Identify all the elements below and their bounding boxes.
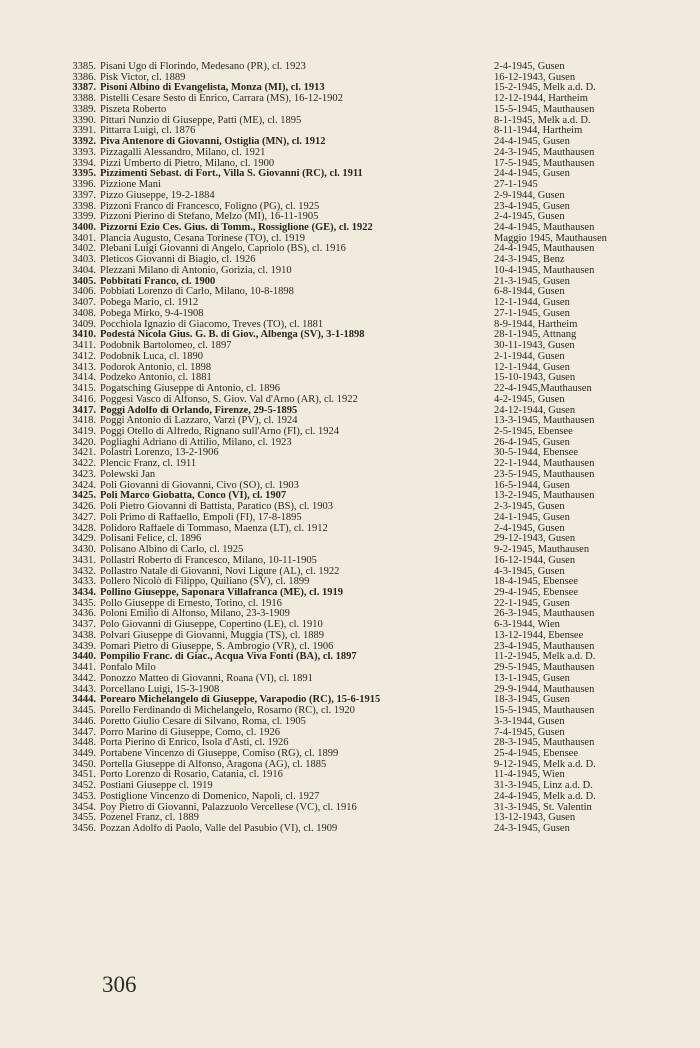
entry-number: 3418.: [72, 415, 96, 427]
entry-name: Piszeta Roberto: [100, 104, 167, 115]
entry-list: [0, 62, 700, 835]
entry-fate: 6-3-1944, Wien: [494, 620, 560, 631]
list-item: [0, 255, 700, 266]
list-item: [0, 223, 700, 234]
entry-fate: 2-4-1945, Gusen: [494, 212, 565, 223]
entry-name: Pobbiati Lorenzo di Carlo, Milano, 10-8-1898: [100, 287, 294, 298]
list-item: [0, 534, 700, 545]
entry-fate: 30-5-1944, Ebensee: [494, 448, 578, 459]
entry-number: 3414.: [72, 372, 96, 384]
entry-number: 3389.: [72, 103, 96, 115]
entry-number: 3397.: [72, 189, 96, 201]
list-item: [0, 685, 700, 696]
list-item: [0, 116, 700, 127]
entry-number: 3391.: [72, 125, 96, 137]
entry-fate: 22-1-1945, Gusen: [494, 598, 570, 609]
entry-fate: 2-3-1945, Gusen: [494, 502, 565, 513]
entry-number: 3406.: [72, 286, 96, 298]
entry-number: 3387.: [72, 82, 96, 94]
entry-fate: 25-4-1945, Ebensee: [494, 749, 578, 759]
entry-name: Porta Pierino di Enrico, Isola d'Asti, cl. 1926: [100, 738, 289, 749]
list-item: [0, 105, 700, 116]
list-item: [0, 62, 700, 73]
entry-name: Pogatsching Giuseppe di Antonio, cl. 1896: [100, 384, 280, 395]
entry-name: Poy Pietro di Giovanni, Palazzuolo Vercellese (VC), cl. 1916: [100, 802, 357, 813]
entry-number: 3444.: [72, 694, 96, 706]
entry-name: Podestà Nicola Gius. G. B. di Giov., Albenga (SV), 3-1-1898: [100, 330, 365, 341]
entry-number: 3440.: [72, 651, 96, 663]
entry-number: 3445.: [72, 705, 96, 717]
entry-fate: 18-4-1945, Ebensee: [494, 577, 578, 588]
entry-fate: 16-12-1943, Gusen: [494, 72, 576, 83]
entry-number: 3401.: [72, 232, 96, 244]
entry-name: Ponozzo Matteo di Giovanni, Roana (VI), cl. 1891: [100, 673, 313, 684]
list-item: [0, 717, 700, 728]
entry-fate: 22-1-1944, Mauthausen: [494, 459, 595, 470]
entry-name: Porcellano Luigi, 15-3-1908: [100, 684, 220, 695]
entry-name: Poggesi Vasco di Alfonso, S. Giov. Val d'Arno (AR), cl. 1922: [100, 394, 358, 405]
list-item: [0, 513, 700, 524]
list-item: [0, 406, 700, 417]
entry-number: 3442.: [72, 672, 96, 684]
entry-name: Pizzorni Ezio Ces. Gius. di Tomm., Rossiglione (GE), cl. 1922: [100, 223, 373, 234]
list-item: [0, 94, 700, 105]
entry-name: Postiani Giuseppe cl. 1919: [100, 781, 213, 792]
entry-fate: 8-1-1945, Melk a.d. D.: [494, 115, 591, 126]
entry-name: Poli Marco Giobatta, Conco (VI), cl. 1907: [100, 491, 287, 502]
list-item: [0, 556, 700, 567]
entry-name: Pobega Mirko, 9-4-1908: [100, 308, 204, 319]
entry-name: Polastri Lorenzo, 13-2-1906: [100, 448, 219, 459]
entry-name: Poggi Antonio di Lazzaro, Varzi (PV), cl. 1924: [100, 416, 298, 427]
list-item: [0, 330, 700, 341]
entry-name: Pobega Mario, cl. 1912: [100, 298, 199, 309]
entry-name: Porro Marino di Giuseppe, Como, cl. 1926: [100, 727, 280, 738]
list-item: [0, 180, 700, 191]
entry-fate: 12-12-1944, Hartheim: [494, 94, 588, 105]
entry-name: Podorok Antonio, cl. 1898: [100, 362, 212, 373]
entry-name: Podobnik Bartolomeo, cl. 1897: [100, 341, 232, 352]
list-item: [0, 169, 700, 180]
entry-fate: 9-2-1945, Mauthausen: [494, 545, 590, 556]
entry-number: 3409.: [72, 318, 96, 330]
entry-fate: 29-9-1944, Mauthausen: [494, 684, 595, 695]
entry-fate: 9-12-1945, Melk a.d. D.: [494, 759, 596, 770]
entry-name: Pizzimenti Sebast. di Fort., Villa S. Giovanni (RC), cl. 1911: [100, 169, 363, 180]
list-item: [0, 599, 700, 610]
entry-name: Polisani Felice, cl. 1896: [100, 534, 202, 545]
entry-fate: 2-4-1945, Gusen: [494, 523, 565, 534]
entry-number: 3396.: [72, 179, 96, 191]
entry-number: 3393.: [72, 146, 96, 158]
list-item: [0, 384, 700, 395]
entry-name: Poli Pietro Giovanni di Battista, Paratico (BS), cl. 1903: [100, 502, 334, 513]
entry-name: Ponfalo Milo: [100, 663, 156, 674]
entry-name: Porearo Michelangelo di Giuseppe, Varapodio (RC), 15-6-1915: [100, 695, 381, 706]
list-item: [0, 459, 700, 470]
list-item: [0, 695, 700, 706]
list-item: [0, 277, 700, 288]
entry-fate: 24-3-1945, Gusen: [494, 824, 570, 835]
entry-name: Plencic Franz, cl. 1911: [100, 459, 197, 470]
entry-fate: 28-3-1945, Mauthausen: [494, 738, 595, 749]
entry-name: Pompilio Franc. di Giac., Acqua Viva Fonti (BA), cl. 1897: [100, 652, 357, 663]
entry-number: 3394.: [72, 157, 96, 169]
list-item: [0, 620, 700, 631]
entry-fate: Maggio 1945, Mauthausen: [494, 233, 607, 244]
entry-fate: 15-5-1945, Mauthausen: [494, 706, 595, 717]
list-item: [0, 341, 700, 352]
entry-fate: 24-4-1945, Mauthausen: [494, 223, 595, 234]
entry-name: Polisano Albino di Carlo, cl. 1925: [100, 545, 244, 556]
list-item: [0, 298, 700, 309]
entry-name: Pomari Pietro di Giuseppe, S. Ambrogio (VR), cl. 1906: [100, 641, 334, 652]
entry-name: Poli Giovanni di Giovanni, Civo (SO), cl. 1903: [100, 480, 299, 491]
entry-name: Polewski Jan: [100, 469, 156, 480]
entry-fate: 13-12-1944, Ebensee: [494, 630, 584, 641]
entry-number: 3448.: [72, 737, 96, 749]
entry-number: 3439.: [72, 640, 96, 652]
entry-name: Polidoro Raffaele di Tommaso, Maenza (LT), cl. 1912: [100, 523, 328, 534]
entry-name: Pozenel Franz, cl. 1889: [100, 813, 199, 824]
entry-name: Pizzo Giuseppe, 19-2-1884: [100, 190, 215, 201]
entry-fate: 15-5-1945, Mauthausen: [494, 104, 595, 115]
entry-fate: 29-5-1945, Mauthausen: [494, 663, 595, 674]
entry-fate: 3-3-1944, Gusen: [494, 716, 565, 727]
list-item: [0, 631, 700, 642]
list-item: [0, 395, 700, 406]
list-item: [0, 137, 700, 148]
entry-name: Pozzan Adolfo di Paolo, Valle del Pasubio (VI), cl. 1909: [100, 824, 338, 835]
list-item: [0, 770, 700, 781]
entry-fate: 15-2-1945, Melk a.d. D.: [494, 83, 596, 94]
list-item: [0, 438, 700, 449]
entry-name: Pogliaghi Adriano di Attilio, Milano, cl. 1923: [100, 437, 292, 448]
entry-number: 3407.: [72, 297, 96, 309]
list-item: [0, 663, 700, 674]
entry-fate: 2-5-1945, Ebensee: [494, 426, 573, 437]
entry-fate: 26-3-1945, Mauthausen: [494, 609, 595, 620]
entry-name: Poggi Adolfo di Orlando, Firenze, 29-5-1895: [100, 405, 298, 416]
entry-fate: 6-8-1944, Gusen: [494, 287, 565, 298]
entry-fate: 24-12-1944, Gusen: [494, 405, 576, 416]
list-item: [0, 191, 700, 202]
list-item: [0, 126, 700, 137]
entry-name: Poli Primo di Raffaello, Empoli (FI), 17-8-1895: [100, 512, 302, 523]
entry-number: 3417.: [72, 404, 96, 416]
entry-fate: 24-3-1945, Mauthausen: [494, 147, 595, 158]
entry-fate: 8-9-1944, Hartheim: [494, 319, 578, 330]
entry-name: Poggi Otello di Alfredo, Rignano sull'Arno (FI), cl. 1924: [100, 426, 339, 437]
entry-fate: 7-4-1945, Gusen: [494, 727, 565, 738]
entry-name: Pistelli Cesare Sesto di Enrico, Carrara (MS), 16-12-1902: [100, 94, 343, 105]
entry-number: 3431.: [72, 554, 96, 566]
list-item: [0, 567, 700, 578]
entry-number: 3398.: [72, 200, 96, 212]
list-item: [0, 287, 700, 298]
list-item: [0, 373, 700, 384]
entry-number: 3446.: [72, 715, 96, 727]
entry-name: Podzeko Antonio, cl. 1881: [100, 373, 212, 384]
entry-name: Pizzoni Pierino di Stefano, Melzo (MI), 16-11-1905: [100, 212, 319, 223]
entry-number: 3415.: [72, 383, 96, 395]
entry-fate: 28-1-1945, Attnang: [494, 330, 577, 341]
list-item: [0, 588, 700, 599]
entry-number: 3388.: [72, 93, 96, 105]
entry-name: Pobbitati Franco, cl. 1900: [100, 276, 216, 287]
entry-fate: 2-4-1945, Gusen: [494, 62, 565, 72]
entry-name: Plancia Augusto, Cesana Torinese (TO), cl. 1919: [100, 233, 306, 244]
entry-name: Portella Giuseppe di Alfonso, Aragona (AG), cl. 1885: [100, 759, 327, 770]
entry-number: 3428.: [72, 522, 96, 534]
list-item: [0, 427, 700, 438]
entry-number: 3433.: [72, 576, 96, 588]
entry-fate: 12-1-1944, Gusen: [494, 298, 570, 309]
entry-number: 3400.: [72, 222, 96, 234]
entry-fate: 21-3-1945, Gusen: [494, 276, 570, 287]
list-item: [0, 749, 700, 760]
entry-number: 3427.: [72, 511, 96, 523]
entry-number: 3454.: [72, 801, 96, 813]
entry-number: 3412.: [72, 350, 96, 362]
list-item: [0, 352, 700, 363]
list-item: [0, 738, 700, 749]
entry-name: Pisani Ugo di Florindo, Medesano (PR), cl. 1923: [100, 62, 306, 72]
entry-fate: 13-3-1945, Mauthausen: [494, 416, 595, 427]
entry-fate: 23-4-1945, Mauthausen: [494, 641, 595, 652]
list-item: [0, 642, 700, 653]
entry-name: Poloni Emilio di Alfonso, Milano, 23-3-1909: [100, 609, 290, 620]
entry-number: 3425.: [72, 490, 96, 502]
list-item: [0, 524, 700, 535]
entry-fate: 24-4-1945, Mauthausen: [494, 244, 595, 255]
entry-name: Polo Giovanni di Giuseppe, Copertino (LE), cl. 1910: [100, 620, 323, 631]
entry-name: Pizzi Umberto di Pietro, Milano, cl. 1900: [100, 158, 275, 169]
entry-number: 3438.: [72, 629, 96, 641]
entry-name: Postiglione Vincenzo di Domenico, Napoli, cl. 1927: [100, 791, 320, 802]
entry-number: 3453.: [72, 790, 96, 802]
list-item: [0, 416, 700, 427]
entry-number: 3390.: [72, 114, 96, 126]
list-item: [0, 577, 700, 588]
entry-name: Plebani Luigi Giovanni di Angelo, Capriolo (BS), cl. 1916: [100, 244, 346, 255]
entry-fate: 23-4-1945, Gusen: [494, 201, 570, 212]
entry-fate: 31-3-1945, Linz a.d. D.: [494, 781, 593, 792]
list-item: [0, 706, 700, 717]
entry-fate: 24-4-1945, Melk a.d. D.: [494, 791, 596, 802]
entry-fate: 4-2-1945, Gusen: [494, 394, 565, 405]
entry-name: Portabene Vincenzo di Giuseppe, Comiso (RG), cl. 1899: [100, 749, 339, 759]
list-item: [0, 481, 700, 492]
entry-fate: 30-11-1943, Gusen: [494, 341, 575, 352]
entry-number: 3447.: [72, 726, 96, 738]
entry-number: 3416.: [72, 393, 96, 405]
entry-name: Porello Ferdinando di Michelangelo, Rosarno (RC), cl. 1920: [100, 706, 355, 717]
list-item: [0, 470, 700, 481]
list-item: [0, 792, 700, 803]
entry-number: 3410.: [72, 329, 96, 341]
entry-name: Porto Lorenzo di Rosario, Catania, cl. 1916: [100, 770, 283, 781]
entry-fate: 29-4-1945, Ebensee: [494, 587, 578, 598]
entry-fate: 4-3-1945, Gusen: [494, 566, 565, 577]
entry-fate: 24-3-1945, Benz: [494, 255, 565, 266]
list-item: [0, 266, 700, 277]
entry-number: 3419.: [72, 425, 96, 437]
entry-number: 3434.: [72, 586, 96, 598]
entry-number: 3392.: [72, 136, 96, 148]
entry-number: 3441.: [72, 662, 96, 674]
entry-number: 3402.: [72, 243, 96, 255]
entry-fate: 12-1-1944, Gusen: [494, 362, 570, 373]
entry-number: 3432.: [72, 565, 96, 577]
entry-number: 3456.: [72, 823, 96, 835]
list-item: [0, 781, 700, 792]
entry-number: 3424.: [72, 479, 96, 491]
entry-fate: 18-3-1945, Gusen: [494, 695, 570, 706]
entry-fate: 16-5-1944, Gusen: [494, 480, 570, 491]
list-item: [0, 609, 700, 620]
entry-name: Plezzani Milano di Antonio, Gorizia, cl. 1910: [100, 265, 292, 276]
entry-name: Podobnik Luca, cl. 1890: [100, 351, 203, 362]
list-item: [0, 545, 700, 556]
entry-number: 3452.: [72, 780, 96, 792]
entry-fate: 23-5-1945, Mauthausen: [494, 469, 595, 480]
list-item: [0, 674, 700, 685]
list-item: [0, 83, 700, 94]
entry-fate: 17-5-1945, Mauthausen: [494, 158, 595, 169]
entry-fate: 13-2-1945, Mauthausen: [494, 491, 595, 502]
entry-number: 3422.: [72, 458, 96, 470]
entry-number: 3395.: [72, 168, 96, 180]
entry-name: Poretto Giulio Cesare di Silvano, Roma, cl. 1905: [100, 716, 306, 727]
list-item: [0, 824, 700, 835]
entry-number: 3426.: [72, 501, 96, 513]
entry-fate: 8-11-1944, Hartheim: [494, 126, 583, 137]
list-item: [0, 202, 700, 213]
entry-fate: 13-12-1943, Gusen: [494, 813, 576, 824]
list-item: [0, 244, 700, 255]
entry-name: Pollastri Roberto di Francesco, Milano, 10-11-1905: [100, 555, 317, 566]
entry-number: 3437.: [72, 619, 96, 631]
list-item: [0, 159, 700, 170]
entry-number: 3435.: [72, 597, 96, 609]
entry-number: 3421.: [72, 447, 96, 459]
entry-fate: 27-1-1945: [494, 180, 538, 191]
entry-number: 3386.: [72, 71, 96, 83]
list-item: [0, 652, 700, 663]
list-item: [0, 320, 700, 331]
entry-number: 3430.: [72, 544, 96, 556]
entry-name: Pittari Nunzio di Giuseppe, Patti (ME), cl. 1895: [100, 115, 302, 126]
entry-number: 3423.: [72, 468, 96, 480]
entry-number: 3450.: [72, 758, 96, 770]
entry-fate: 2-9-1944, Gusen: [494, 190, 565, 201]
list-item: [0, 234, 700, 245]
entry-fate: 11-2-1945, Melk a.d. D.: [494, 652, 596, 663]
entry-number: 3449.: [72, 748, 96, 759]
entry-number: 3408.: [72, 307, 96, 319]
entry-number: 3411.: [72, 340, 96, 352]
entry-name: Polvari Giuseppe di Giovanni, Muggia (TS), cl. 1889: [100, 630, 324, 641]
entry-fate: 22-4-1945,Mauthausen: [494, 384, 592, 395]
entry-name: Pizzagalli Alessandro, Milano, cl. 1921: [100, 147, 266, 158]
entry-number: 3420.: [72, 436, 96, 448]
entry-fate: 13-1-1945, Gusen: [494, 673, 570, 684]
entry-fate: 27-1-1945, Gusen: [494, 308, 570, 319]
entry-name: Pisk Victor, cl. 1889: [100, 72, 186, 83]
page-number: 306: [102, 972, 137, 997]
entry-number: 3451.: [72, 769, 96, 781]
list-item: [0, 363, 700, 374]
entry-name: Pollastro Natale di Giovanni, Novi Ligure (AL), cl. 1922: [100, 566, 340, 577]
list-item: [0, 212, 700, 223]
list-item: [0, 491, 700, 502]
entry-number: 3403.: [72, 254, 96, 266]
list-item: [0, 502, 700, 513]
entry-number: 3405.: [72, 275, 96, 287]
list-item: [0, 148, 700, 159]
entry-name: Pizzione Mani: [100, 180, 161, 191]
entry-number: 3413.: [72, 361, 96, 373]
entry-number: 3385.: [72, 61, 96, 72]
entry-fate: 26-4-1945, Gusen: [494, 437, 570, 448]
list-item: [0, 73, 700, 84]
entry-fate: 10-4-1945, Mauthausen: [494, 265, 595, 276]
entry-number: 3429.: [72, 533, 96, 545]
entry-name: Piva Antenore di Giovanni, Ostiglia (MN), cl. 1912: [100, 137, 326, 148]
entry-name: Pleticos Giovanni di Biagio, cl. 1926: [100, 255, 256, 266]
entry-number: 3404.: [72, 264, 96, 276]
entry-fate: 31-3-1945, St. Valentin: [494, 802, 592, 813]
entry-fate: 11-4-1945, Wien: [494, 770, 565, 781]
entry-name: Pollero Nicolò di Filippo, Quiliano (SV), cl. 1899: [100, 577, 310, 588]
list-item: [0, 309, 700, 320]
entry-fate: 2-1-1944, Gusen: [494, 351, 565, 362]
list-item: [0, 813, 700, 824]
entry-number: 3455.: [72, 812, 96, 824]
entry-name: Pittarra Luigi, cl. 1876: [100, 126, 196, 137]
entry-name: Pisoni Albino di Evangelista, Monza (MI), cl. 1913: [100, 83, 325, 94]
entry-number: 3399.: [72, 211, 96, 223]
entry-name: Pollino Giuseppe, Saponara Villafranca (ME), cl. 1919: [100, 587, 343, 598]
entry-name: Pocchiola Ignazio di Giacomo, Treves (TO), cl. 1881: [100, 319, 324, 330]
entry-fate: 16-12-1944, Gusen: [494, 555, 576, 566]
list-item: [0, 760, 700, 771]
entry-name: Pollo Giuseppe di Ernesto, Torino, cl. 1916: [100, 598, 282, 609]
list-item: [0, 448, 700, 459]
list-item: [0, 803, 700, 814]
entry-fate: 24-4-1945, Gusen: [494, 169, 570, 180]
entry-number: 3443.: [72, 683, 96, 695]
entry-fate: 24-4-1945, Gusen: [494, 137, 570, 148]
entry-fate: 15-10-1943, Gusen: [494, 373, 576, 384]
entry-fate: 24-1-1945, Gusen: [494, 512, 570, 523]
entry-number: 3436.: [72, 608, 96, 620]
entry-name: Pizzoni Franco di Francesco, Foligno (PG), cl. 1925: [100, 201, 320, 212]
entry-fate: 29-12-1943, Gusen: [494, 534, 576, 545]
list-item: [0, 728, 700, 739]
